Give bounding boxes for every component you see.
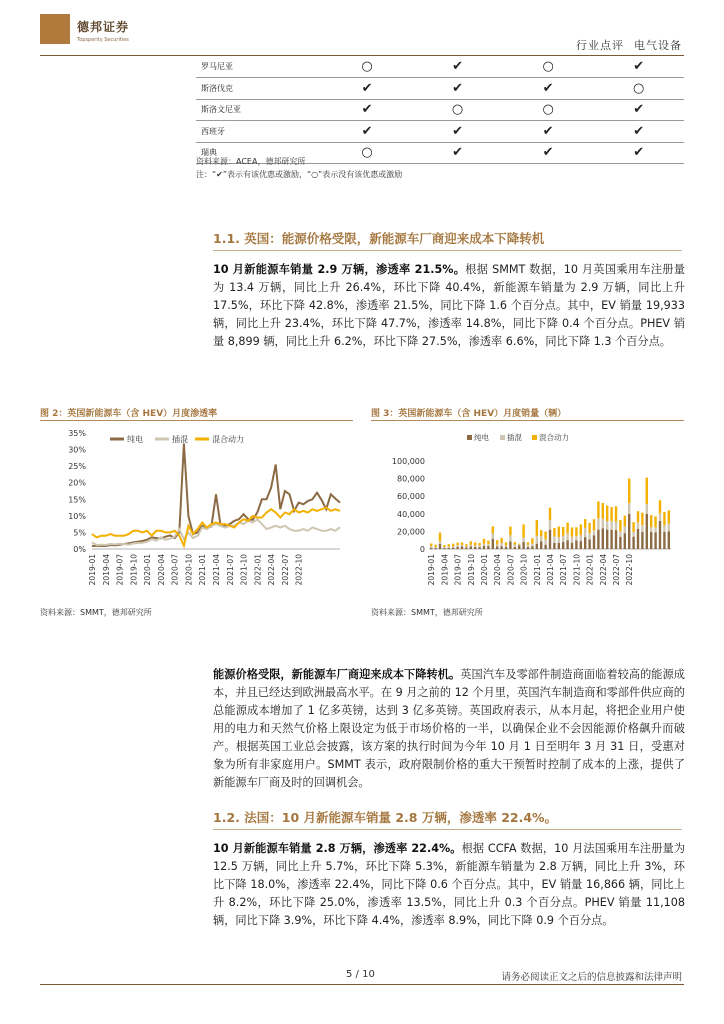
- bar-插混: [624, 526, 626, 533]
- bar-混合动力: [500, 538, 502, 543]
- x-tick-label: 2022-04: [267, 554, 277, 586]
- bar-混合动力: [646, 478, 648, 504]
- x-tick-label: 2020-07: [170, 554, 180, 586]
- bar-混合动力: [584, 519, 586, 528]
- bar-插混: [659, 513, 661, 521]
- bar-插混: [522, 538, 524, 542]
- figure2-line-chart: [40, 423, 353, 603]
- x-tick-label: 2021-01: [198, 554, 208, 586]
- legend-label: 混合动力: [539, 433, 569, 442]
- y-tick-label: 30%: [68, 445, 86, 455]
- paragraph-body: 根据 SMMT 数据，10 月英国乘用车注册量为 13.4 万辆，同比上升 26.4%，环比下降 40.4%，新能源车销量为 2.9 万辆，同比上升 17.5%，环比下降 42.8%，渗透率 21.5%，同比下降 1.6 个百分点。其中，EV 销量 19,933 辆，同比上升 23.4%，环比下降 47.7%，渗透率 14.8%，同比下降 0.4 个百分点。PHEV 销量 8,899 辆，同比上升 6.2%，环比下降 27.5%，渗透率 6.6%，同比下降 1.3 个百分点。: [213, 263, 685, 348]
- bar-纯电: [478, 547, 480, 549]
- x-tick-label: 2020-10: [519, 554, 529, 586]
- y-tick-label: 20,000: [397, 527, 425, 537]
- bar-插混: [668, 524, 670, 532]
- company-logo: [40, 14, 70, 44]
- bar-纯电: [514, 547, 516, 549]
- bar-插混: [439, 541, 441, 544]
- legend-label: 混合动力: [212, 435, 244, 444]
- bar-混合动力: [597, 502, 599, 519]
- table-row: [196, 121, 684, 143]
- circle-mark-cell: ○: [503, 56, 594, 78]
- bar-纯电: [522, 542, 524, 549]
- bar-纯电: [637, 529, 639, 549]
- x-tick-label: 2019-04: [101, 554, 111, 586]
- bar-混合动力: [602, 503, 604, 519]
- x-tick-label: 2020-01: [480, 554, 489, 586]
- bar-插混: [430, 546, 432, 548]
- bar-纯电: [465, 547, 467, 549]
- bar-插混: [606, 521, 608, 530]
- header-report-type: 行业点评: [576, 39, 624, 52]
- y-tick-label: 10%: [68, 511, 86, 521]
- x-tick-label: 2019-04: [440, 554, 450, 586]
- bar-混合动力: [474, 542, 476, 545]
- bar-插混: [518, 545, 520, 546]
- bar-混合动力: [575, 527, 577, 536]
- bar-混合动力: [465, 544, 467, 546]
- check-mark-cell: ✔: [412, 142, 503, 164]
- check-mark-cell: ✔: [322, 99, 413, 121]
- bar-混合动力: [624, 516, 626, 527]
- y-tick-label: 25%: [68, 462, 86, 472]
- bar-插混: [575, 536, 577, 540]
- bar-纯电: [544, 545, 546, 549]
- paragraph-lead: 能源价格受限，新能源车厂商迎来成本下降转机。: [213, 668, 461, 681]
- bar-纯电: [470, 546, 472, 549]
- bar-混合动力: [531, 538, 533, 543]
- bar-混合动力: [514, 542, 516, 544]
- bar-混合动力: [588, 523, 590, 533]
- section-divider: [213, 250, 682, 251]
- figure3-divider: [371, 420, 684, 421]
- bar-插混: [474, 546, 476, 547]
- country-cell: 瑞典: [196, 142, 322, 164]
- paragraph-uk-sales: [213, 261, 685, 351]
- paragraph-body: 英国汽车及零部件制造商面临着较高的能源成本，并且已经达到欧洲最高水平。在 9 月之前的 12 个月里，英国汽车制造商和零部件供应商的总能源成本增加了 1 亿多英镑，达到 3 亿多英镑。英国政府表示，从本月起，将把企业用户使用的电力和天然气价格上限设定为低于市场价格的一半，以确保企业不会因能源价格飙升而破产。根据英国工业总会披露，该方案的执行时间为今年 10 月 1 日至明年 3 月 31 日，受惠对象为所有非家庭用户。SMMT 表示，政府限制价格的重大干预暂时控制了成本的上涨，提供了新能源车厂商及时的回调机会。: [213, 668, 685, 789]
- bar-插混: [470, 545, 472, 547]
- bar-插混: [580, 535, 582, 541]
- series-line-纯电: [92, 444, 340, 546]
- bar-插混: [597, 518, 599, 529]
- bar-纯电: [597, 530, 599, 549]
- bar-混合动力: [470, 541, 472, 545]
- footer-disclaimer: 请务必阅读正文之后的信息披露和法律声明: [501, 972, 682, 983]
- paragraph-body: 根据 CCFA 数据，10 月法国乘用车注册量为 12.5 万辆，同比上升 5.7%，环比下降 5.3%，新能源车销量为 2.8 万辆，同比上升 3%，环比下降 18.0%，渗透率 22.4%，同比下降 0.6 个百分点。其中，EV 销量 16,866 辆，同比上升 8.2%，环比下降 25.0%，渗透率 13.5%，同比上升 0.3 个百分点。PHEV 销量 11,108 辆，同比下降 3.9%，环比下降 4.4%，渗透率 8.9%，同比下降 0.9 个百分点。: [213, 842, 686, 927]
- bar-混合动力: [430, 544, 432, 547]
- bar-插混: [527, 545, 529, 547]
- y-tick-label: 35%: [68, 429, 86, 438]
- check-mark-cell: ✔: [412, 56, 503, 78]
- bar-插混: [443, 547, 445, 548]
- bar-插混: [588, 533, 590, 539]
- bar-混合动力: [443, 545, 445, 547]
- check-mark-cell: ✔: [503, 78, 594, 100]
- x-tick-label: 2022-01: [585, 554, 595, 586]
- bar-纯电: [509, 541, 511, 549]
- bar-混合动力: [439, 533, 441, 542]
- bar-混合动力: [492, 526, 494, 533]
- paragraph-lead: 10 月新能源车销量 2.9 万辆，渗透率 21.5%。: [213, 263, 466, 276]
- legend-label: 纯电: [474, 433, 489, 442]
- section-divider: [213, 829, 682, 830]
- y-tick-label: 40,000: [397, 509, 425, 519]
- bar-混合动力: [540, 530, 542, 536]
- circle-mark-cell: ○: [503, 99, 594, 121]
- bar-混合动力: [509, 527, 511, 536]
- check-mark-cell: ✔: [593, 121, 684, 143]
- bar-混合动力: [668, 510, 670, 523]
- bar-插混: [553, 536, 555, 542]
- bar-插混: [628, 503, 630, 514]
- table-source: 资料来源：ACEA，德邦研究所: [196, 157, 306, 166]
- bar-混合动力: [606, 506, 608, 521]
- y-tick-label: 15%: [68, 495, 86, 505]
- bar-插混: [637, 523, 639, 529]
- country-cell: 斯洛文尼亚: [196, 99, 322, 121]
- bar-混合动力: [615, 506, 617, 521]
- figure3-title: 图 3：英国新能源车（含 HEV）月度销量（辆）: [371, 409, 567, 419]
- bar-纯电: [456, 547, 458, 549]
- y-tick-label: 0%: [73, 545, 86, 554]
- bar-纯电: [619, 537, 621, 549]
- bar-纯电: [584, 537, 586, 549]
- bar-混合动力: [553, 528, 555, 536]
- bar-混合动力: [434, 545, 436, 547]
- bar-纯电: [615, 530, 617, 549]
- bar-插混: [593, 530, 595, 535]
- bar-纯电: [461, 547, 463, 550]
- bar-插混: [610, 521, 612, 530]
- x-tick-label: 2021-07: [225, 554, 235, 586]
- bar-插混: [615, 522, 617, 530]
- legend-swatch: [500, 435, 505, 440]
- x-tick-label: 2020-04: [493, 554, 503, 586]
- bar-纯电: [430, 548, 432, 549]
- bar-纯电: [571, 543, 573, 549]
- bar-纯电: [580, 541, 582, 549]
- bar-插混: [509, 535, 511, 541]
- bar-混合动力: [610, 507, 612, 521]
- paragraph-france-sales: [213, 840, 685, 930]
- country-cell: 罗马尼亚: [196, 56, 322, 78]
- bar-纯电: [434, 548, 436, 549]
- bar-混合动力: [663, 512, 665, 525]
- bar-纯电: [474, 547, 476, 549]
- bar-混合动力: [632, 522, 634, 532]
- x-tick-label: 2019-01: [427, 554, 437, 586]
- bar-混合动力: [566, 523, 568, 534]
- table-row: [196, 56, 684, 78]
- series-line-混合动力: [92, 508, 340, 546]
- bar-纯电: [663, 532, 665, 549]
- y-tick-label: 0: [419, 545, 425, 554]
- bar-纯电: [646, 514, 648, 549]
- figure3-source: 资料来源：SMMT，德邦研究所: [371, 608, 483, 617]
- x-tick-label: 2020-01: [143, 554, 153, 586]
- bar-混合动力: [522, 524, 524, 537]
- bar-插混: [505, 546, 507, 547]
- bar-插混: [531, 544, 533, 547]
- bar-纯电: [632, 537, 634, 549]
- bar-纯电: [562, 542, 564, 549]
- bar-纯电: [624, 533, 626, 549]
- figure2-divider: [40, 420, 353, 421]
- legend-label: 插混: [172, 435, 188, 444]
- logo-text: [77, 18, 129, 43]
- bar-纯电: [487, 546, 489, 549]
- circle-mark-cell: ○: [322, 56, 413, 78]
- bar-纯电: [558, 543, 560, 549]
- header-category: [566, 37, 682, 53]
- bar-混合动力: [478, 543, 480, 546]
- bar-混合动力: [461, 542, 463, 545]
- bar-插混: [584, 528, 586, 537]
- bar-纯电: [500, 546, 502, 549]
- bar-纯电: [448, 548, 450, 549]
- circle-mark-cell: ○: [593, 78, 684, 100]
- bar-混合动力: [496, 540, 498, 544]
- bar-混合动力: [558, 527, 560, 538]
- bar-纯电: [650, 532, 652, 549]
- bar-插混: [478, 546, 480, 547]
- bar-插混: [483, 544, 485, 546]
- bar-插混: [646, 504, 648, 514]
- figure2-source: 资料来源：SMMT，德邦研究所: [40, 608, 152, 617]
- bar-纯电: [527, 547, 529, 549]
- check-mark-cell: ✔: [593, 99, 684, 121]
- bar-混合动力: [483, 539, 485, 544]
- bar-混合动力: [650, 515, 652, 527]
- bar-混合动力: [619, 520, 621, 531]
- x-tick-label: 2022-07: [612, 554, 621, 586]
- bar-纯电: [439, 544, 441, 549]
- bar-插混: [619, 531, 621, 536]
- header-sector: 电气设备: [634, 39, 682, 52]
- bar-混合动力: [505, 542, 507, 545]
- bar-混合动力: [518, 544, 520, 545]
- bar-插混: [448, 546, 450, 547]
- bar-纯电: [483, 546, 485, 549]
- y-tick-label: 20%: [68, 478, 86, 488]
- bar-插混: [465, 546, 467, 547]
- footer-divider: [40, 984, 684, 985]
- bar-纯电: [654, 532, 656, 549]
- bar-纯电: [492, 539, 494, 549]
- bar-插混: [558, 537, 560, 543]
- y-tick-label: 100,000: [391, 457, 425, 466]
- check-mark-cell: ✔: [322, 78, 413, 100]
- x-tick-label: 2021-01: [532, 554, 542, 586]
- logo-english-name: Topsperity Securities: [77, 37, 129, 43]
- figure2-title: 图 2：英国新能源车（含 HEV）月度渗透率: [40, 409, 218, 419]
- x-tick-label: 2021-07: [559, 554, 569, 586]
- country-cell: 斯洛伐克: [196, 78, 322, 100]
- circle-mark-cell: ○: [322, 142, 413, 164]
- legend-swatch: [467, 435, 472, 440]
- x-tick-label: 2021-10: [572, 554, 582, 586]
- table-note: 注：“✔”表示有该优惠或激励，“○”表示没有该优惠或激励: [196, 170, 403, 179]
- bar-插混: [663, 525, 665, 532]
- bar-纯电: [659, 521, 661, 549]
- bar-插混: [496, 545, 498, 547]
- bar-纯电: [593, 535, 595, 549]
- bar-插混: [500, 543, 502, 546]
- country-cell: 西班牙: [196, 121, 322, 143]
- check-mark-cell: ✔: [593, 142, 684, 164]
- bar-纯电: [606, 530, 608, 549]
- legend-label: 插混: [507, 433, 522, 442]
- x-tick-label: 2022-07: [280, 554, 290, 586]
- x-tick-label: 2020-07: [506, 554, 516, 586]
- bar-插混: [540, 536, 542, 541]
- bar-纯电: [602, 529, 604, 550]
- x-tick-label: 2019-07: [115, 554, 125, 586]
- bar-混合动力: [562, 527, 564, 536]
- x-tick-label: 2022-04: [598, 554, 608, 586]
- bar-插混: [632, 532, 634, 537]
- legend-swatch: [532, 435, 537, 440]
- bar-混合动力: [448, 544, 450, 546]
- bar-混合动力: [571, 527, 573, 536]
- bar-插混: [461, 545, 463, 547]
- policy-table: [196, 56, 684, 164]
- bar-插混: [562, 536, 564, 542]
- bar-混合动力: [536, 520, 538, 536]
- check-mark-cell: ✔: [412, 78, 503, 100]
- x-tick-label: 2019-01: [88, 554, 97, 586]
- bar-纯电: [610, 530, 612, 549]
- check-mark-cell: ✔: [503, 121, 594, 143]
- x-tick-label: 2022-10: [625, 554, 635, 586]
- legend-label: 纯电: [127, 435, 143, 444]
- bar-纯电: [553, 543, 555, 549]
- bar-插混: [487, 544, 489, 546]
- page-number: 5 / 10: [346, 969, 375, 980]
- bar-纯电: [588, 539, 590, 549]
- table-row: [196, 78, 684, 100]
- bar-纯电: [531, 546, 533, 549]
- x-tick-label: 2019-07: [453, 554, 463, 586]
- bar-混合动力: [654, 516, 656, 527]
- section-title-uk: 1.1. 英国：能源价格受限，新能源车厂商迎来成本下降转机: [213, 231, 545, 246]
- bar-混合动力: [637, 511, 639, 522]
- bar-插混: [641, 525, 643, 532]
- bar-纯电: [536, 544, 538, 549]
- check-mark-cell: ✔: [503, 142, 594, 164]
- bar-混合动力: [456, 543, 458, 546]
- bar-纯电: [496, 547, 498, 550]
- x-tick-label: 2019-10: [129, 554, 139, 586]
- y-tick-label: 60,000: [397, 492, 425, 502]
- section-title-france: 1.2. 法国：10 月新能源车销量 2.8 万辆，渗透率 22.4%。: [213, 810, 558, 825]
- bar-纯电: [668, 531, 670, 549]
- x-tick-label: 2022-01: [253, 554, 263, 586]
- table-row: [196, 99, 684, 121]
- bar-插混: [536, 536, 538, 544]
- bar-混合动力: [487, 541, 489, 545]
- bar-插混: [544, 539, 546, 544]
- bar-插混: [452, 546, 454, 547]
- bar-混合动力: [549, 508, 551, 520]
- x-tick-label: 2020-10: [184, 554, 194, 586]
- check-mark-cell: ✔: [322, 121, 413, 143]
- bar-混合动力: [628, 479, 630, 504]
- bar-混合动力: [641, 513, 643, 525]
- x-tick-label: 2021-04: [212, 554, 221, 586]
- bar-纯电: [549, 530, 551, 549]
- bar-纯电: [505, 547, 507, 549]
- x-tick-label: 2022-10: [294, 554, 304, 586]
- logo-name: 德邦证券: [77, 20, 130, 34]
- y-tick-label: 80,000: [397, 474, 425, 484]
- bar-插混: [571, 537, 573, 543]
- figure3-bar-chart: [371, 423, 684, 603]
- y-tick-label: 5%: [73, 528, 86, 538]
- bar-插混: [514, 545, 516, 547]
- x-tick-label: 2021-04: [546, 554, 555, 586]
- bar-插混: [566, 533, 568, 540]
- x-tick-label: 2019-10: [466, 554, 476, 586]
- bar-插混: [654, 527, 656, 532]
- bar-纯电: [518, 546, 520, 550]
- bar-插混: [456, 545, 458, 547]
- check-mark-cell: ✔: [593, 56, 684, 78]
- bar-插混: [492, 533, 494, 538]
- bar-混合动力: [527, 542, 529, 545]
- bar-纯电: [452, 548, 454, 549]
- paragraph-energy-price: [213, 666, 685, 792]
- bar-插混: [549, 520, 551, 530]
- bar-混合动力: [659, 500, 661, 513]
- bar-纯电: [443, 548, 445, 549]
- bar-混合动力: [593, 519, 595, 530]
- paragraph-lead: 10 月新能源车销量 2.8 万辆，渗透率 22.4%。: [213, 842, 462, 855]
- bar-纯电: [641, 532, 643, 549]
- bar-插混: [434, 547, 436, 548]
- bar-插混: [602, 519, 604, 529]
- bar-混合动力: [544, 532, 546, 540]
- bar-插混: [650, 527, 652, 532]
- check-mark-cell: ✔: [412, 121, 503, 143]
- circle-mark-cell: ○: [412, 99, 503, 121]
- bar-混合动力: [580, 524, 582, 535]
- bar-纯电: [566, 540, 568, 549]
- bar-纯电: [628, 514, 630, 549]
- x-tick-label: 2021-10: [239, 554, 249, 586]
- bar-混合动力: [452, 544, 454, 547]
- x-tick-label: 2020-04: [156, 554, 166, 586]
- bar-纯电: [575, 541, 577, 550]
- bar-纯电: [540, 542, 542, 550]
